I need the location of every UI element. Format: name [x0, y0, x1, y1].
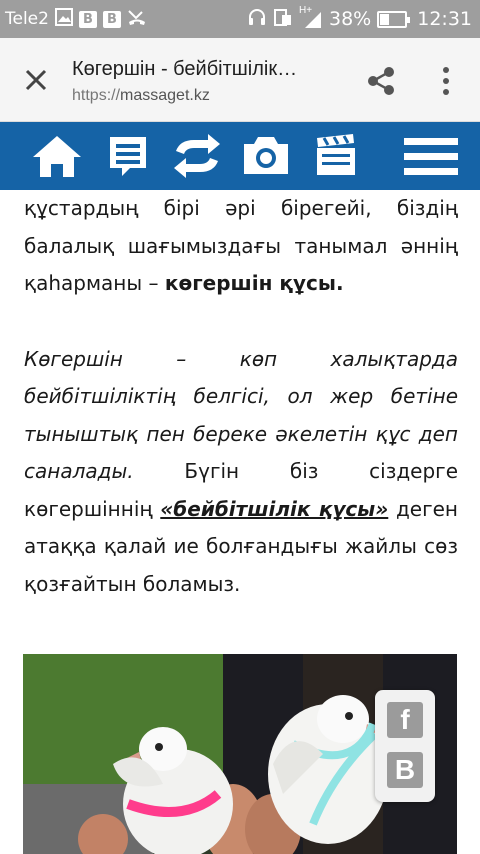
- articles-icon[interactable]: [106, 132, 150, 180]
- battery-fill: [380, 14, 389, 25]
- page-url: [72, 87, 210, 105]
- share-icon[interactable]: [364, 64, 398, 98]
- url-host: massaget.kz: [120, 87, 210, 104]
- italic-phrase: Көгершін – көп халықтарда бейбітшіліктің белгісі, ол жер бетіне тыныштық пен береке әкелетін құс деп саналады.: [24, 346, 458, 483]
- page-title: Көгершін - бейбітшілік…: [72, 58, 298, 80]
- quoted-link[interactable]: «бейбітшілік құсы»: [160, 496, 389, 521]
- facebook-share-button[interactable]: f: [387, 702, 423, 738]
- vk-share-button[interactable]: В: [387, 752, 423, 788]
- url-scheme: https://: [72, 87, 121, 104]
- browser-toolbar: [0, 38, 480, 122]
- battery-icon: [377, 11, 407, 28]
- paragraph-text: құстардың бірі әрі бірегейі, біздің балалық шағымыздағы танымал әннің қаһарманы –: [24, 196, 458, 295]
- battery-percent: 38%: [329, 8, 372, 30]
- gallery-notification-icon: [55, 8, 73, 31]
- network-type-label: H+: [299, 5, 313, 16]
- social-share-panel: [375, 690, 435, 802]
- more-options-icon[interactable]: [432, 64, 460, 98]
- clock: 12:31: [417, 8, 472, 30]
- paragraph-text: деген атаққа қалай ие болғандығы жайлы сөз қозғайтын боламыз.: [24, 496, 458, 596]
- camera-icon[interactable]: [240, 132, 292, 180]
- status-bar: [0, 0, 480, 38]
- signal-icon: [299, 5, 323, 30]
- headphones-icon: [247, 7, 267, 32]
- vk-notification-icon: B: [79, 11, 97, 28]
- bold-phrase: көгершін құсы.: [164, 271, 344, 295]
- site-nav-bar: [0, 122, 480, 190]
- article-body: [24, 190, 458, 603]
- sim-icon: [273, 7, 293, 32]
- carrier-name: Tele2: [5, 9, 49, 29]
- video-icon[interactable]: [314, 132, 358, 180]
- paragraph: [24, 341, 458, 604]
- paragraph-text: Бүгін біз сіздерге көгершіннің: [24, 459, 458, 521]
- vk-notification-icon: B: [103, 11, 121, 28]
- exchange-icon[interactable]: [170, 132, 224, 180]
- close-icon[interactable]: [20, 64, 52, 96]
- home-icon[interactable]: [30, 132, 84, 180]
- missed-call-icon: [127, 8, 147, 31]
- hamburger-menu-icon[interactable]: [404, 132, 458, 180]
- paragraph: [24, 190, 458, 303]
